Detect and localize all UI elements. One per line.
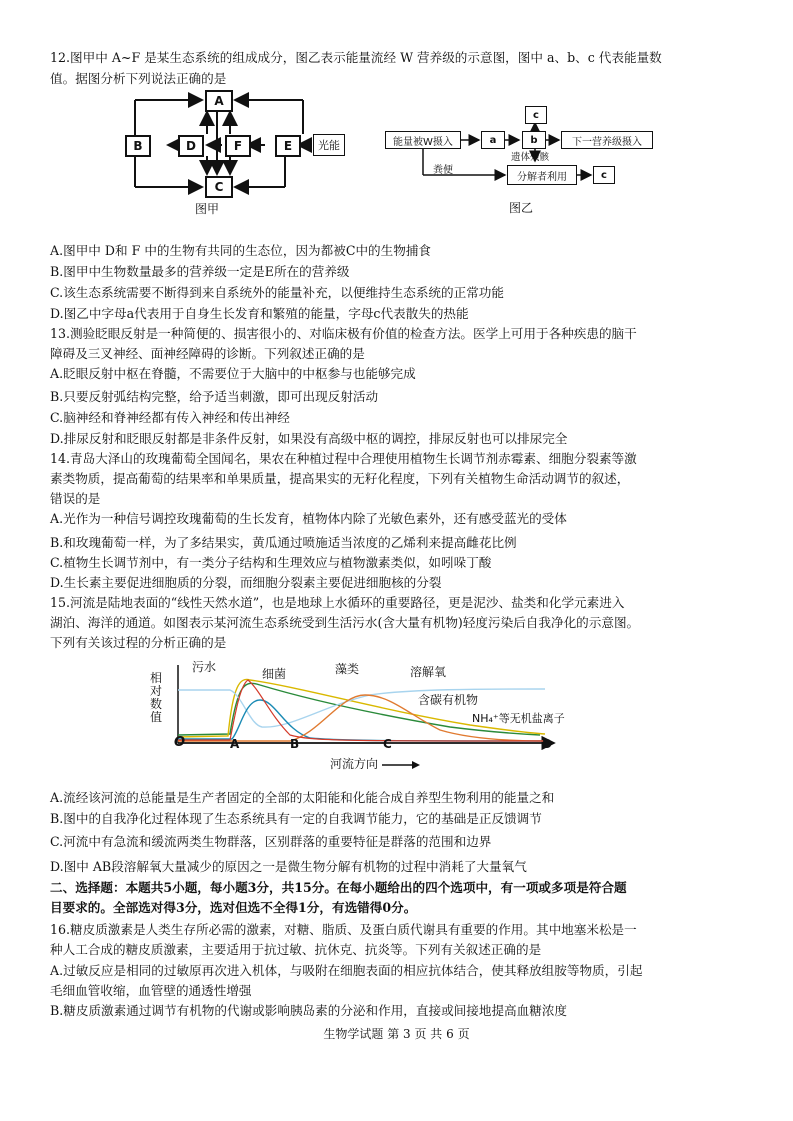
figure-yi — [385, 103, 665, 218]
light-energy-box: 光能 — [313, 134, 345, 156]
point-c: C — [383, 737, 392, 751]
x-axis-label: 河流方向 — [330, 757, 379, 771]
node-c-bottom: c — [593, 166, 615, 184]
node-f: F — [225, 135, 251, 157]
section-2-heading: 二、选择题：本题共5小题，每小题3分，共15分。在每小题给出的四个选项中，有一项或多项是符合题 — [50, 880, 627, 895]
q12-option-a: A.图甲中 D和 F 中的生物有共同的生态位，因为都被C中的生物捕食 — [50, 243, 432, 258]
y-axis-label: 相对数值 — [150, 671, 163, 724]
point-a: A — [230, 737, 240, 751]
label-sewage: 污水 — [192, 660, 217, 674]
q14-option-c: C.植物生长调节剂中，有一类分子结构和生理效应与植物激素类似，如吲哚丁酸 — [50, 555, 492, 570]
q15-option-a: A.流经该河流的总能量是生产者固定的全部的太阳能和化能合成自养型生物利用的能量之和 — [50, 790, 555, 805]
node-a-small: a — [481, 131, 505, 149]
q15-option-b: B.图中的自我净化过程体现了生态系统具有一定的自我调节能力，它的基础是正反馈调节 — [50, 811, 542, 826]
remains-label: 遗体残骸 — [511, 152, 550, 163]
q13-option-b: B.只要反射弧结构完整，给予适当刺激，即可出现反射活动 — [50, 389, 379, 404]
label-algae: 藻类 — [335, 662, 360, 676]
figure-yi-caption: 图乙 — [509, 201, 534, 215]
label-bacteria: 细菌 — [262, 667, 287, 681]
next-level-box: 下一营养级摄入 — [561, 131, 653, 149]
q12-stem-cont: 值。据图分析下列说法正确的是 — [50, 71, 227, 86]
node-b-small: b — [522, 131, 546, 149]
node-c: C — [205, 176, 233, 198]
q13-option-d: D.排尿反射和眨眼反射都是非条件反射，如果没有高级中枢的调控，排尿反射也可以排尿完全 — [50, 431, 568, 446]
q16-stem-cont: 种人工合成的糖皮质激素，主要适用于抗过敏、抗休克、抗炎等。下列有关叙述正确的是 — [50, 942, 542, 957]
node-a: A — [205, 90, 233, 112]
q13-option-c: C.脑神经和脊神经都有传入神经和传出神经 — [50, 410, 290, 425]
river-purification-figure — [150, 655, 580, 780]
node-e: E — [275, 135, 301, 157]
q12-option-c: C.该生态系统需要不断得到来自系统外的能量补充，以便维持生态系统的正常功能 — [50, 285, 504, 300]
q14-option-d: D.生长素主要促进细胞质的分裂，而细胞分裂素主要促进细胞核的分裂 — [50, 575, 442, 590]
page-footer: 生物学试题 第 3 页 共 6 页 — [323, 1027, 470, 1041]
q14-stem: 14.青岛大泽山的玫瑰葡萄全国闻名，果农在种植过程中合理使用植物生长调节剂赤霉素、细胞分裂素等激 — [50, 451, 637, 466]
figure-jia-caption: 图甲 — [195, 202, 220, 216]
q15-stem-cont2: 下列有关该过程的分析正确的是 — [50, 635, 227, 650]
point-d: D — [542, 737, 552, 751]
q16-option-a-cont: 毛细血管收缩，血管壁的通透性增强 — [50, 983, 252, 998]
node-d: D — [178, 135, 204, 157]
point-b: B — [290, 737, 300, 751]
q14-stem-cont: 素类物质，提高葡萄的结果率和单果质量，提高果实的无籽化程度，下列有关植物生命活动调节的叙述， — [50, 471, 630, 486]
section-2-heading-cont: 目要求的。全部选对得3分，选对但选不全得1分，有选错得0分。 — [50, 900, 417, 915]
q16-option-a: A.过敏反应是相同的过敏原再次进入机体，与吸附在细胞表面的相应抗体结合，使其释放组胺等物质，引起 — [50, 963, 643, 978]
node-b: B — [125, 135, 151, 157]
figure-jia — [125, 90, 345, 220]
node-c-top: c — [525, 106, 547, 124]
label-organic-carbon: 含碳有机物 — [418, 693, 479, 707]
q15-stem-cont: 湖泊、海洋的通道。如图表示某河流生态系统受到生活污水(含大量有机物)轻度污染后自我净化的示意图。 — [50, 615, 640, 630]
q13-stem-cont: 障碍及三叉神经、面神经障碍的诊断。下列叙述正确的是 — [50, 346, 365, 361]
decomposer-box: 分解者利用 — [507, 165, 577, 185]
q12-option-d: D.图乙中字母a代表用于自身生长发育和繁殖的能量，字母c代表散失的热能 — [50, 306, 469, 321]
q14-option-a: A.光作为一种信号调控玫瑰葡萄的生长发育，植物体内除了光敏色素外，还有感受蓝光的受体 — [50, 511, 567, 526]
q14-option-b: B.和玫瑰葡萄一样，为了多结果实，黄瓜通过喷施适当浓度的乙烯利来提高雌花比例 — [50, 535, 517, 550]
label-nh4: NH₄⁺等无机盐离子 — [472, 712, 565, 725]
intake-box: 能量被W摄入 — [385, 131, 461, 149]
q15-option-d: D.图中 AB段溶解氧大量减少的原因之一是微生物分解有机物的过程中消耗了大量氧气 — [50, 859, 527, 874]
q15-stem: 15.河流是陆地表面的“线性天然水道”，也是地球上水循环的重要路径，更是泥沙、盐类和化学元素进入 — [50, 595, 625, 610]
q13-stem: 13.测验眨眼反射是一种简便的、损害很小的、对临床极有价值的检查方法。医学上可用于各种疾患的脑干 — [50, 326, 637, 341]
q16-stem: 16.糖皮质激素是人类生存所必需的激素，对糖、脂质、及蛋白质代谢具有重要的作用。其中地塞米松是一 — [50, 922, 637, 937]
q14-stem-cont2: 错误的是 — [50, 491, 101, 506]
curve-organic — [178, 679, 545, 737]
label-oxygen: 溶解氧 — [410, 665, 447, 679]
feces-label: 粪便 — [433, 165, 453, 176]
q12-option-b: B.图甲中生物数量最多的营养级一定是E所在的营养级 — [50, 264, 350, 279]
point-o: O — [174, 735, 186, 750]
q15-option-c: C.河流中有急流和缓流两类生物群落，区别群落的重要特征是群落的范围和边界 — [50, 834, 492, 849]
q13-option-a: A.眨眼反射中枢在脊髓，不需要位于大脑中的中枢参与也能够完成 — [50, 366, 416, 381]
river-arrow-icon — [382, 759, 422, 771]
q12-stem: 12.图甲中 A~F 是某生态系统的组成成分，图乙表示能量流经 W 营养级的示意图，图中 a、b、c 代表能量数 — [50, 50, 662, 65]
q16-option-b: B.糖皮质激素通过调节有机物的代谢或影响胰岛素的分泌和作用，直接或间接地提高血糖浓度 — [50, 1003, 568, 1018]
